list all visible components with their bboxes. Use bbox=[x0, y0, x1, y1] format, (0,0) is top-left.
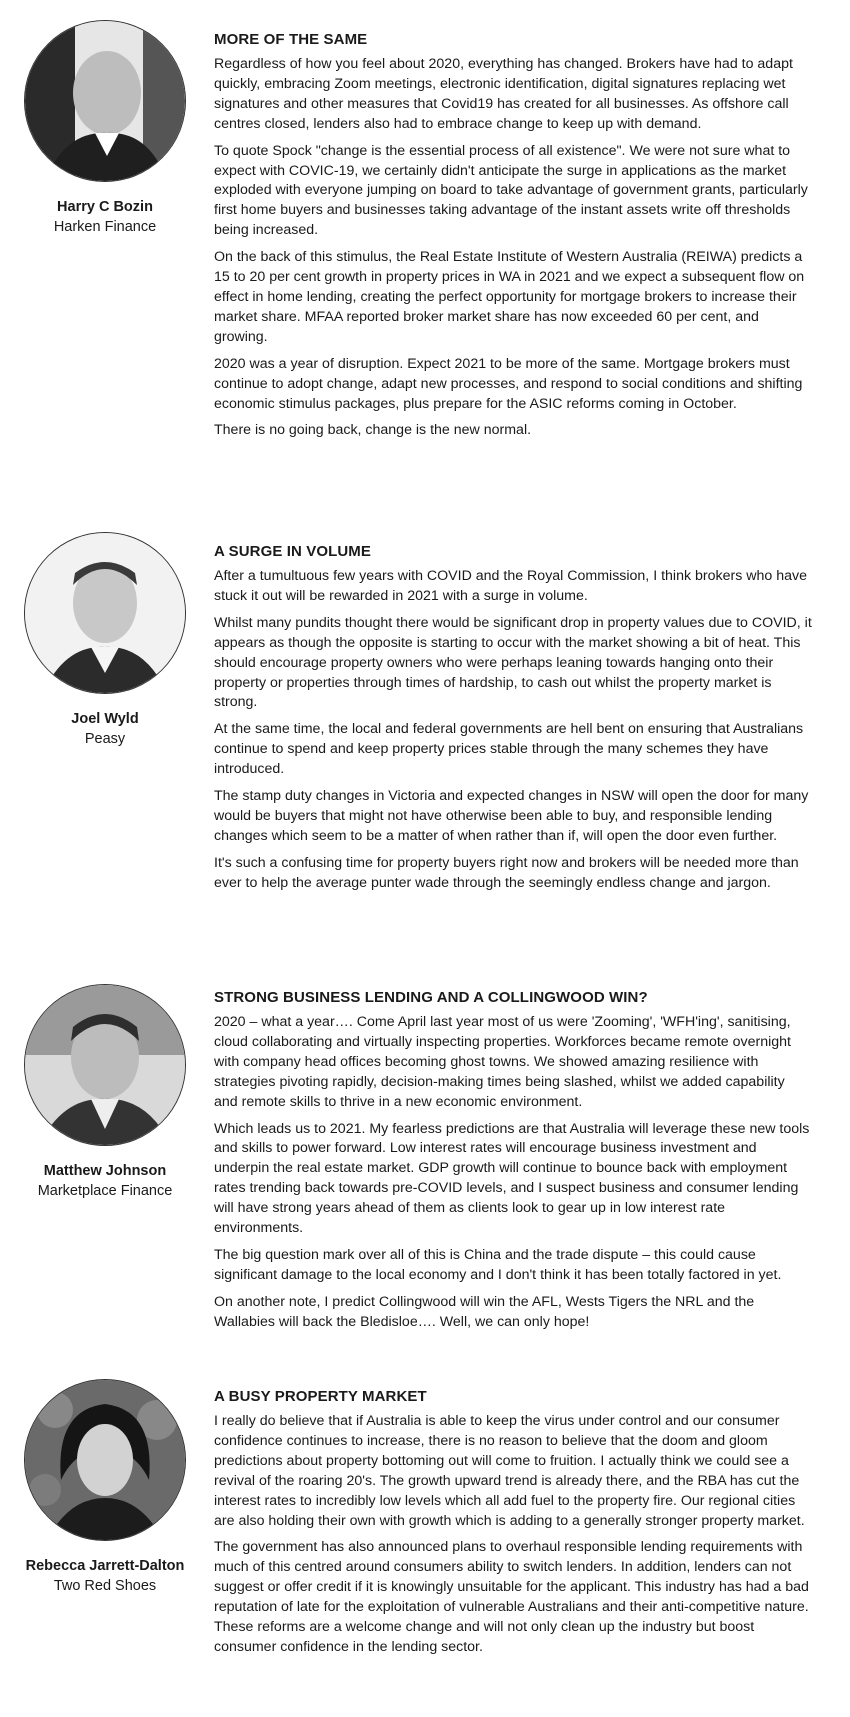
author-profile bbox=[22, 532, 188, 748]
paragraph: 2020 was a year of disruption. Expect 2021 to be more of the same. Mortgage brokers must continue to adopt change, adapt new processes, and respond to social conditions and shifting economic stimulus packages, plus prepare for the ASIC reforms coming in October. bbox=[214, 355, 803, 412]
paragraph: The stamp duty changes in Victoria and expected changes in NSW will open the door for many would be buyers that might not have otherwise been able to buy, and responsible lending changes which seem to be a matter of when rather than if, will open the door even further. bbox=[214, 788, 809, 844]
article-content bbox=[214, 1387, 812, 1665]
section-heading: STRONG BUSINESS LENDING AND A COLLINGWOOD WIN? bbox=[214, 989, 648, 1006]
section-heading: A BUSY PROPERTY MARKET bbox=[214, 1388, 427, 1405]
paragraph: At the same time, the local and federal governments are hell bent on ensuring that Australians continue to spend and keep property prices stable through the many schemes they have introduced. bbox=[214, 721, 804, 778]
section-heading: A SURGE IN VOLUME bbox=[214, 543, 371, 560]
article-content bbox=[214, 30, 812, 448]
paragraph: 2020 – what a year…. Come April last year most of us were 'Zooming', 'WFH'ing', sanitising, cloud collaborating and virtually inspecting properties. Workforces became remote overnight with company head offices becoming ghost towns. We showed amazing resilience with strategies pivoting rapidly, decision-making times being slashed, whilst we added capability and remote skills to thrive in a new economic environment. bbox=[214, 1014, 791, 1110]
author-company: Peasy bbox=[84, 731, 126, 747]
author-company: Harken Finance bbox=[53, 219, 157, 235]
author-photo-avatar bbox=[24, 532, 186, 694]
article-content bbox=[214, 542, 812, 901]
paragraph: Regardless of how you feel about 2020, everything has changed. Brokers have had to adapt quickly, embracing Zoom meetings, electronic identification, digital signatures replacing wet signatures and other measures that Covid19 has created for all businesses. As offshore call centres closed, lenders also had to embrace change to keep up with demand. bbox=[214, 56, 793, 132]
author-profile bbox=[22, 984, 188, 1200]
paragraph: I really do believe that if Australia is able to keep the virus under control and our consumer confidence continues to increase, there is no reason to believe that the doom and gloom predictions about property bottoming out will come to fruition. I actually think we could see a revival of the roaring 20's. The growth upward trend is already there, and the RBA has cut the interest rates to incredibly low levels which all add fuel to the property fire. Our regional cities are also holding their own with growth which is adding to a generally stronger property market. bbox=[214, 1413, 805, 1529]
author-company: Two Red Shoes bbox=[53, 1578, 157, 1594]
author-profile bbox=[22, 1379, 188, 1595]
author-name: Harry C Bozin bbox=[57, 199, 153, 215]
paragraph: On another note, I predict Collingwood will win the AFL, Wests Tigers the NRL and the Wallabies will back the Bledisloe…. Well, we can only hope! bbox=[214, 1293, 755, 1330]
paragraph: It's such a confusing time for property buyers right now and brokers will be needed more than ever to help the average punter wade through the seemingly endless change and jargon. bbox=[214, 854, 799, 891]
author-company: Marketplace Finance bbox=[37, 1183, 173, 1199]
article-content bbox=[214, 988, 812, 1340]
author-photo-avatar bbox=[24, 20, 186, 182]
paragraph: The big question mark over all of this is China and the trade dispute – this could cause significant damage to the local economy and I don't think it has been totally factored in yet. bbox=[214, 1246, 782, 1283]
author-name: Matthew Johnson bbox=[43, 1163, 167, 1179]
paragraph: On the back of this stimulus, the Real Estate Institute of Western Australia (REIWA) predicts a 15 to 20 per cent growth in property prices in WA in 2021 and we expect a subsequent flow on effect in home lending, creating the perfect opportunity for mortgage brokers to increase their market share. MFAA reported broker market share has now exceeded 60 per cent, and growing. bbox=[214, 249, 805, 345]
author-photo-avatar bbox=[24, 984, 186, 1146]
paragraph: Which leads us to 2021. My fearless predictions are that Australia will leverage these new tools and skills to power forward. Low interest rates will encourage business investment and underpin the real estate market. GDP growth will continue to bounce back with employment rates trending back towards pre-COVID levels, and I suspect business and consumer lending will have strong years ahead of them as clients look to gear up in low interest rate environments. bbox=[214, 1120, 810, 1237]
paragraph: Whilst many pundits thought there would be significant drop in property values due to COVID, it appears as though the opposite is starting to occur with the market showing a bit of heat. This should encourage property owners who were perhaps leaning towards hanging onto their property or properties through times of hardship, to cash out whilst the property market is strong. bbox=[214, 614, 812, 711]
paragraph: After a tumultuous few years with COVID and the Royal Commission, I think brokers who have stuck it out will be rewarded in 2021 with a surge in volume. bbox=[214, 568, 807, 604]
paragraph: The government has also announced plans to overhaul responsible lending requirements with much of this centred around consumers ability to switch lenders. In addition, lenders can not suggest or offer credit if it is knowingly unsuitable for the applicant. This industry has had a bad reputation of late for the exploitation of vulnerable Australians and their anti-competitive nature. These reforms are a welcome change and will not only clean up the industry but boost consumer confidence in the lending sector. bbox=[214, 1539, 809, 1655]
paragraph: To quote Spock "change is the essential process of all existence". We were not sure what to expect with COVIC-19, we certainly didn't anticipate the surge in applications as the market exploded with everyone jumping on board to take advantage of government grants, particularly first home buyers and businesses taking advantage of the instant assets write off thresholds being increased. bbox=[214, 142, 808, 239]
author-profile bbox=[22, 20, 188, 236]
author-photo-avatar bbox=[24, 1379, 186, 1541]
author-name: Joel Wyld bbox=[71, 711, 139, 727]
section-heading: MORE OF THE SAME bbox=[214, 31, 368, 48]
paragraph: There is no going back, change is the new normal. bbox=[214, 422, 532, 439]
author-name: Rebecca Jarrett-Dalton bbox=[25, 1558, 185, 1574]
